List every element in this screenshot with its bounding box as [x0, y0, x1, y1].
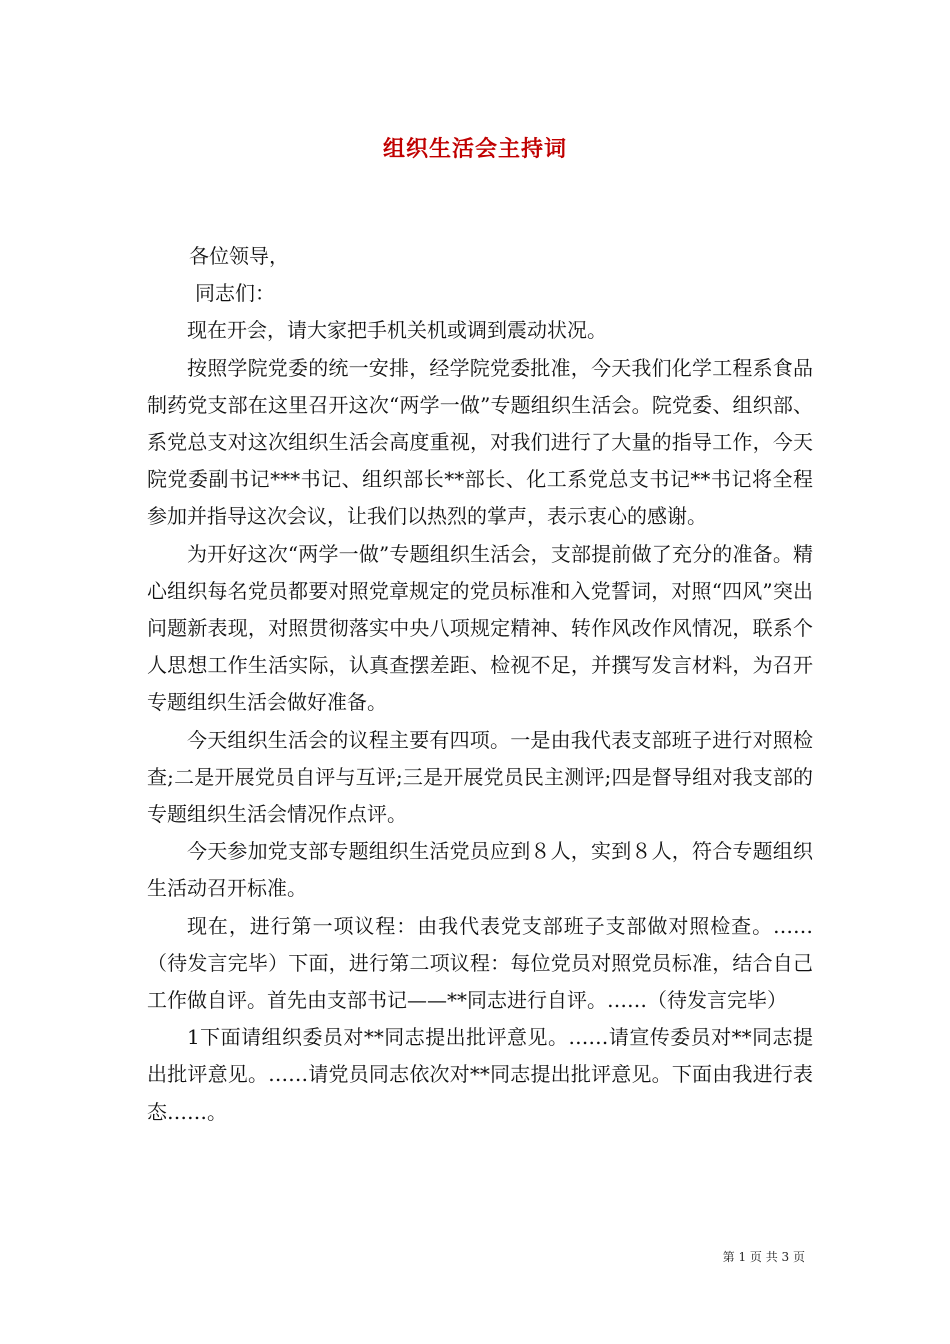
- paragraph-opening: 现在开会，请大家把手机关机或调到震动状况。: [187, 318, 607, 343]
- paragraph-agenda: 今天组织生活会的议程主要有四项。一是由我代表支部班子进行对照检查;二是开展党员自评与互评;三是开展党员民主测评;四是督导组对我支部的专题组织生活会情况作点评。: [147, 727, 813, 827]
- paragraph-preparation: 为开好这次“两学一做”专题组织生活会，支部提前做了充分的准备。精心组织每名党员都要对照党章规定的党员标准和入党誓词，对照“四风”突出问题新表现，对照贯彻落实中央八项规定精神、转作风改作风情况，联系个人思想工作生活实际，认真查摆差距、检视不足，并撰写发言材料，为召开专题组织生活会做好准备。: [147, 541, 813, 715]
- salutation-comrades: 同志们：: [195, 281, 275, 306]
- paragraph-criticism: 1下面请组织委员对**同志提出批评意见。……请宣传委员对**同志提出批评意见。……请党员同志依次对**同志提出批评意见。下面由我进行表态……。: [147, 1025, 813, 1124]
- document-body: [147, 238, 813, 1131]
- paragraph-first-item: 现在，进行第一项议程：由我代表党支部班子支部做对照检查。……（待发言完毕）下面，进行第二项议程：每位党员对照党员标准，结合自己工作做自评。首先由支部书记——**同志进行自评。……（待发言完毕）: [147, 913, 813, 1013]
- document-title: 组织生活会主持词: [382, 136, 567, 162]
- paragraph-background: 按照学院党委的统一安排，经学院党委批准，今天我们化学工程系食品制药党支部在这里召开这次“两学一做”专题组织生活会。院党委、组织部、系党总支对这次组织生活会高度重视，对我们进行了大量的指导工作，今天院党委副书记***书记、组织部长**部长、化工系党总支书记**书记将全程参加并指导这次会议，让我们以热烈的掌声，表示衷心的感谢。: [147, 355, 813, 529]
- paragraph-attendance: 今天参加党支部专题组织生活党员应到８人，实到８人，符合专题组织生活动召开标准。: [147, 839, 813, 901]
- page-number: 第 1 页 共 3 页: [722, 1250, 805, 1264]
- salutation-leaders: 各位领导，: [189, 244, 289, 268]
